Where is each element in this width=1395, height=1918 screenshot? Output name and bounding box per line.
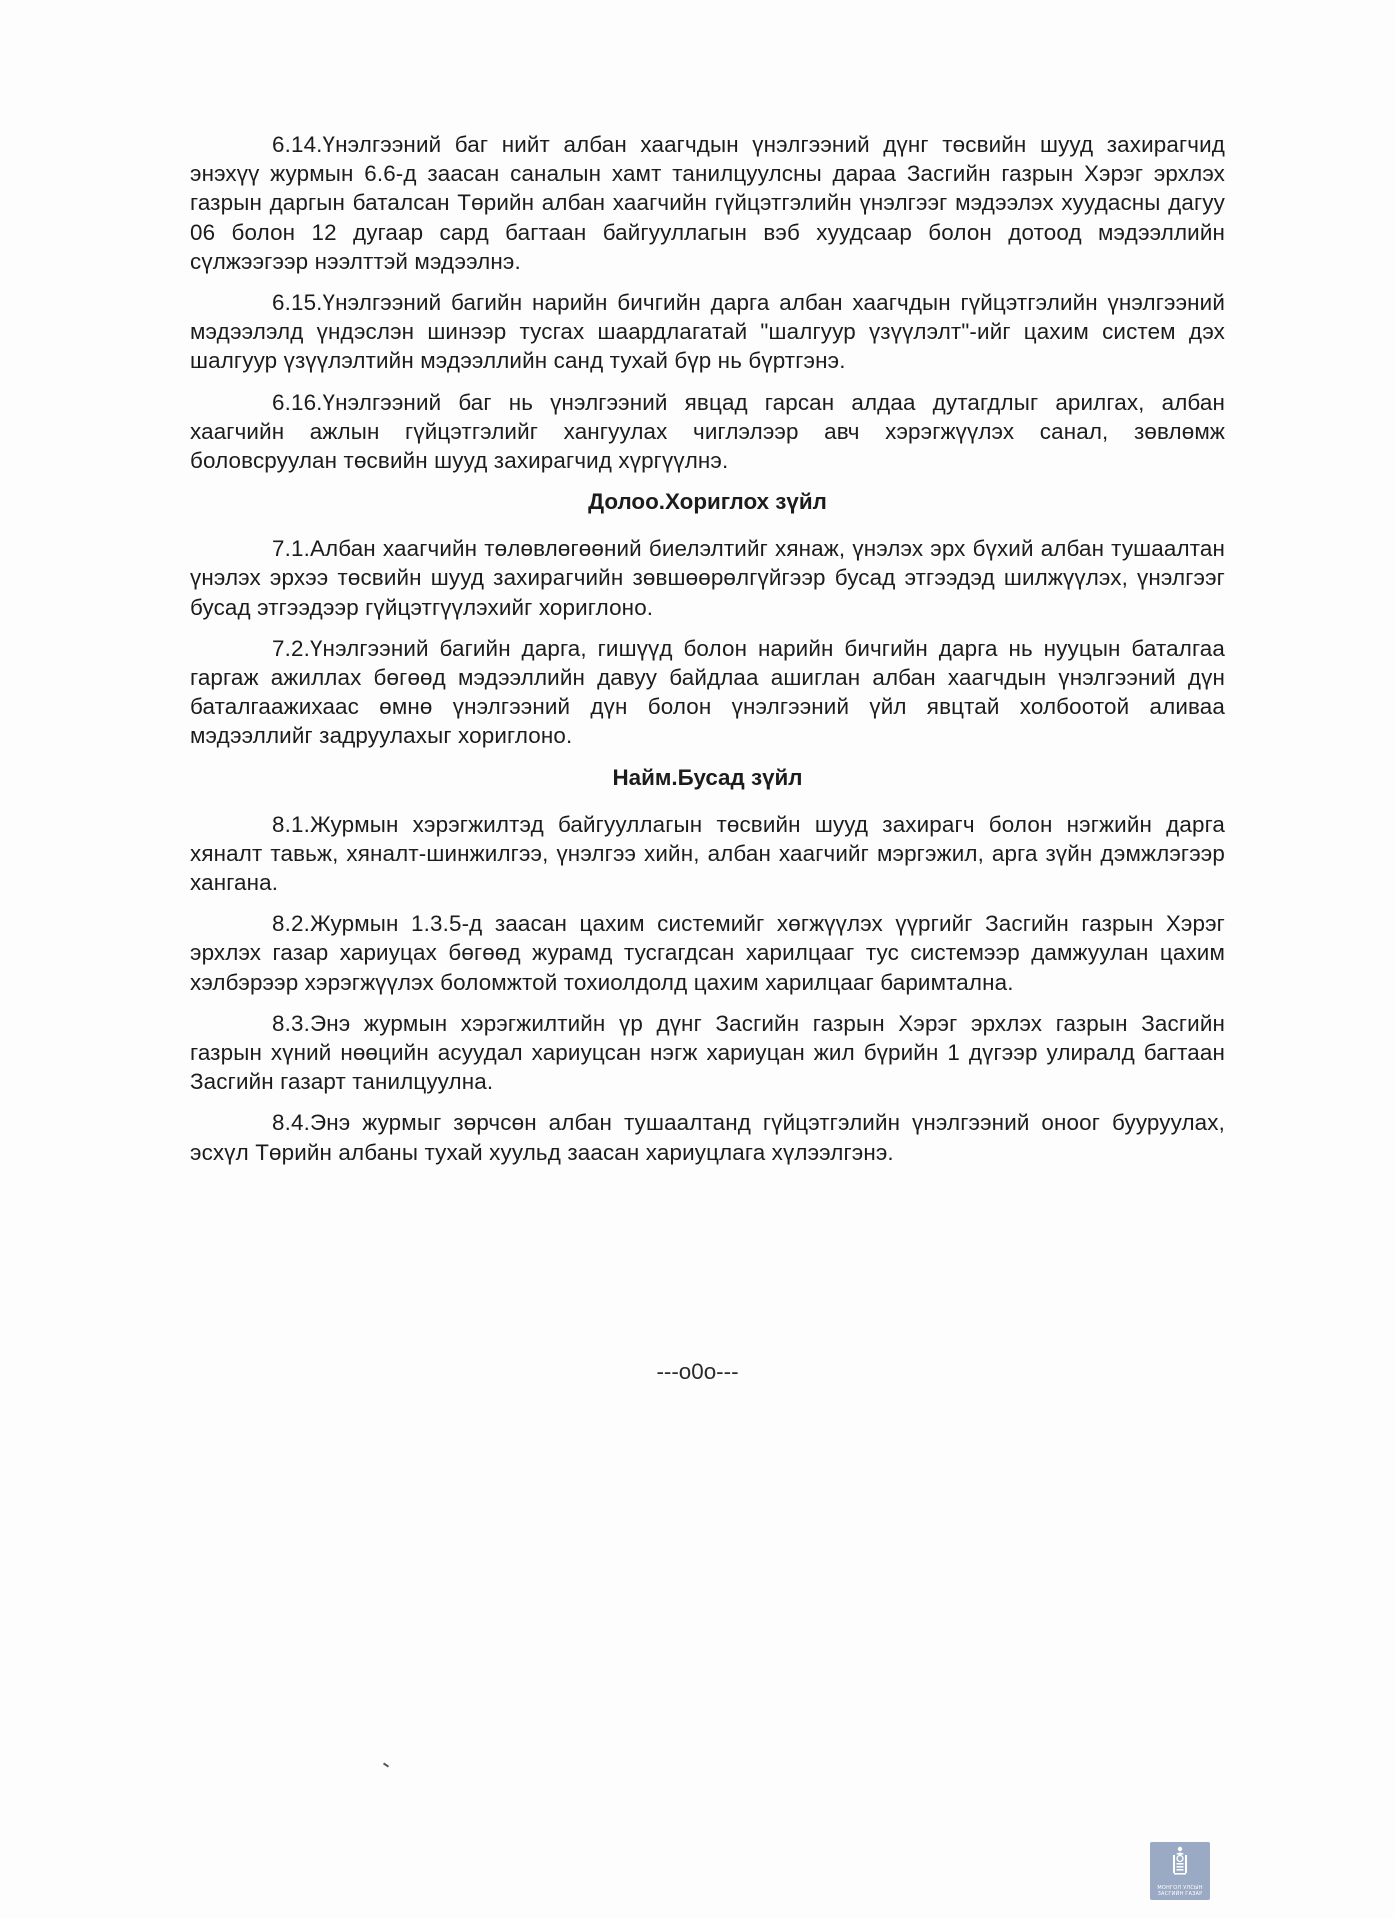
paragraph-8-2: 8.2.Журмын 1.3.5-д заасан цахим системийг хөгжүүлэх үүргийг Засгийн газрын Хэрэг эрхлэх газар хариуцах бөгөөд журамд тусгагдсан харилцааг тус системээр дамжуулан цахим хэлбэрээр хэрэгжүүлэх боломжтой тохиолдолд цахим харилцааг баримтална. (190, 911, 1225, 995)
paragraph-7-1: 7.1.Албан хаагчийн төлөвлөгөөний биелэлтийг хянаж, үнэлэх эрх бүхий албан тушаалтан үнэлэх эрхээ төсвийн шууд захирагчийн зөвшөөрөлгүйгээр бусад этгээдэд шилжүүлэх, үнэлгээг бусад этгээдээр гүйцэтгүүлэхийг хориглоно. (190, 536, 1225, 620)
soyombo-emblem-icon (1168, 1846, 1192, 1876)
scan-artifact-mark (383, 1762, 389, 1767)
document-body (190, 130, 1225, 1179)
seal-caption-line-1: МОНГОЛ УЛСЫН (1157, 1885, 1203, 1891)
paragraph-6-16: 6.16.Үнэлгээний баг нь үнэлгээний явцад гарсан алдаа дутагдлыг арилгах, албан хаагчийн ажлын гүйцэтгэлийг хангуулах чиглэлээр авч хэрэгжүүлэх санал, зөвлөмж боловсруулан төсвийн шууд захирагчид хүргүүлнэ. (190, 389, 1225, 474)
paragraph-8-3: 8.3.Энэ журмын хэрэгжилтийн үр дүнг Засгийн газрын Хэрэг эрхлэх газрын Засгийн газрын хүний нөөцийн асуудал хариуцсан нэгж хариуцан жил бүрийн 1 дүгээр улиралд багтаан Засгийн газарт танилцуулна. (190, 1010, 1225, 1095)
seal-caption-line-2: ЗАСГИЙН ГАЗАР (1157, 1891, 1203, 1897)
section-heading-7: Долоо.Хориглох зүйл (588, 489, 827, 515)
paragraph-8-1: 8.1.Журмын хэрэгжилтэд байгууллагын төсвийн шууд захирагч болон нэгжийн дарга хяналт тавьж, хяналт-шинжилгээ, үнэлгээ хийн, албан хаагчийг мэргэжил, арга зүйн дэмжлэгээр хангана. (190, 811, 1225, 896)
seal-caption (1157, 1885, 1202, 1897)
section-heading-8: Найм.Бусад зүйл (612, 764, 803, 790)
end-of-document-mark: ---o0o--- (656, 1359, 739, 1384)
paragraph-6-15: 6.15.Үнэлгээний багийн нарийн бичгийн дарга албан хаагчдын гүйцэтгэлийн үнэлгээний мэдээлэлд үндэслэн шинээр тусгах шаардлагатай "шалгуур үзүүлэлт"-ийг цахим систем дэх шалгуур үзүүлэлтийн мэдээллийн санд тухай бүр нь бүртгэнэ. (190, 290, 1225, 374)
paragraph-7-2: 7.2.Үнэлгээний багийн дарга, гишүүд болон нарийн бичгийн дарга нь нууцын баталгаа гаргаж ажиллах бөгөөд мэдээллийн давуу байдлаа ашиглан албан хаагчдын үнэлгээний дүн баталгаажихаас өмнө үнэлгээний дүн болон үнэлгээний үйл явцтай холбоотой аливаа мэдээллийг задруулахыг хориглоно. (190, 635, 1225, 749)
government-seal (1150, 1842, 1210, 1900)
paragraph-8-4: 8.4.Энэ журмыг зөрчсөн албан тушаалтанд гүйцэтгэлийн үнэлгээний оноог бууруулах, эсхүл Төрийн албаны тухай хуульд заасан хариуцлага хүлээлгэнэ. (190, 1110, 1225, 1165)
paragraph-6-14: 6.14.Үнэлгээний баг нийт албан хаагчдын үнэлгээний дүнг төсвийн шууд захирагчид энэхүү журмын 6.6-д заасан саналын хамт танилцуулсны дараа Засгийн газрын Хэрэг эрхлэх газрын даргын баталсан Төрийн албан хаагчийн гүйцэтгэлийн үнэлгээг мэдээлэх хуудасны дагуу 06 болон 12 дугаар сард багтаан байгууллагын вэб хуудсаар болон дотоод мэдээллийн сүлжээгээр нээлттэй мэдээлнэ. (190, 132, 1225, 274)
